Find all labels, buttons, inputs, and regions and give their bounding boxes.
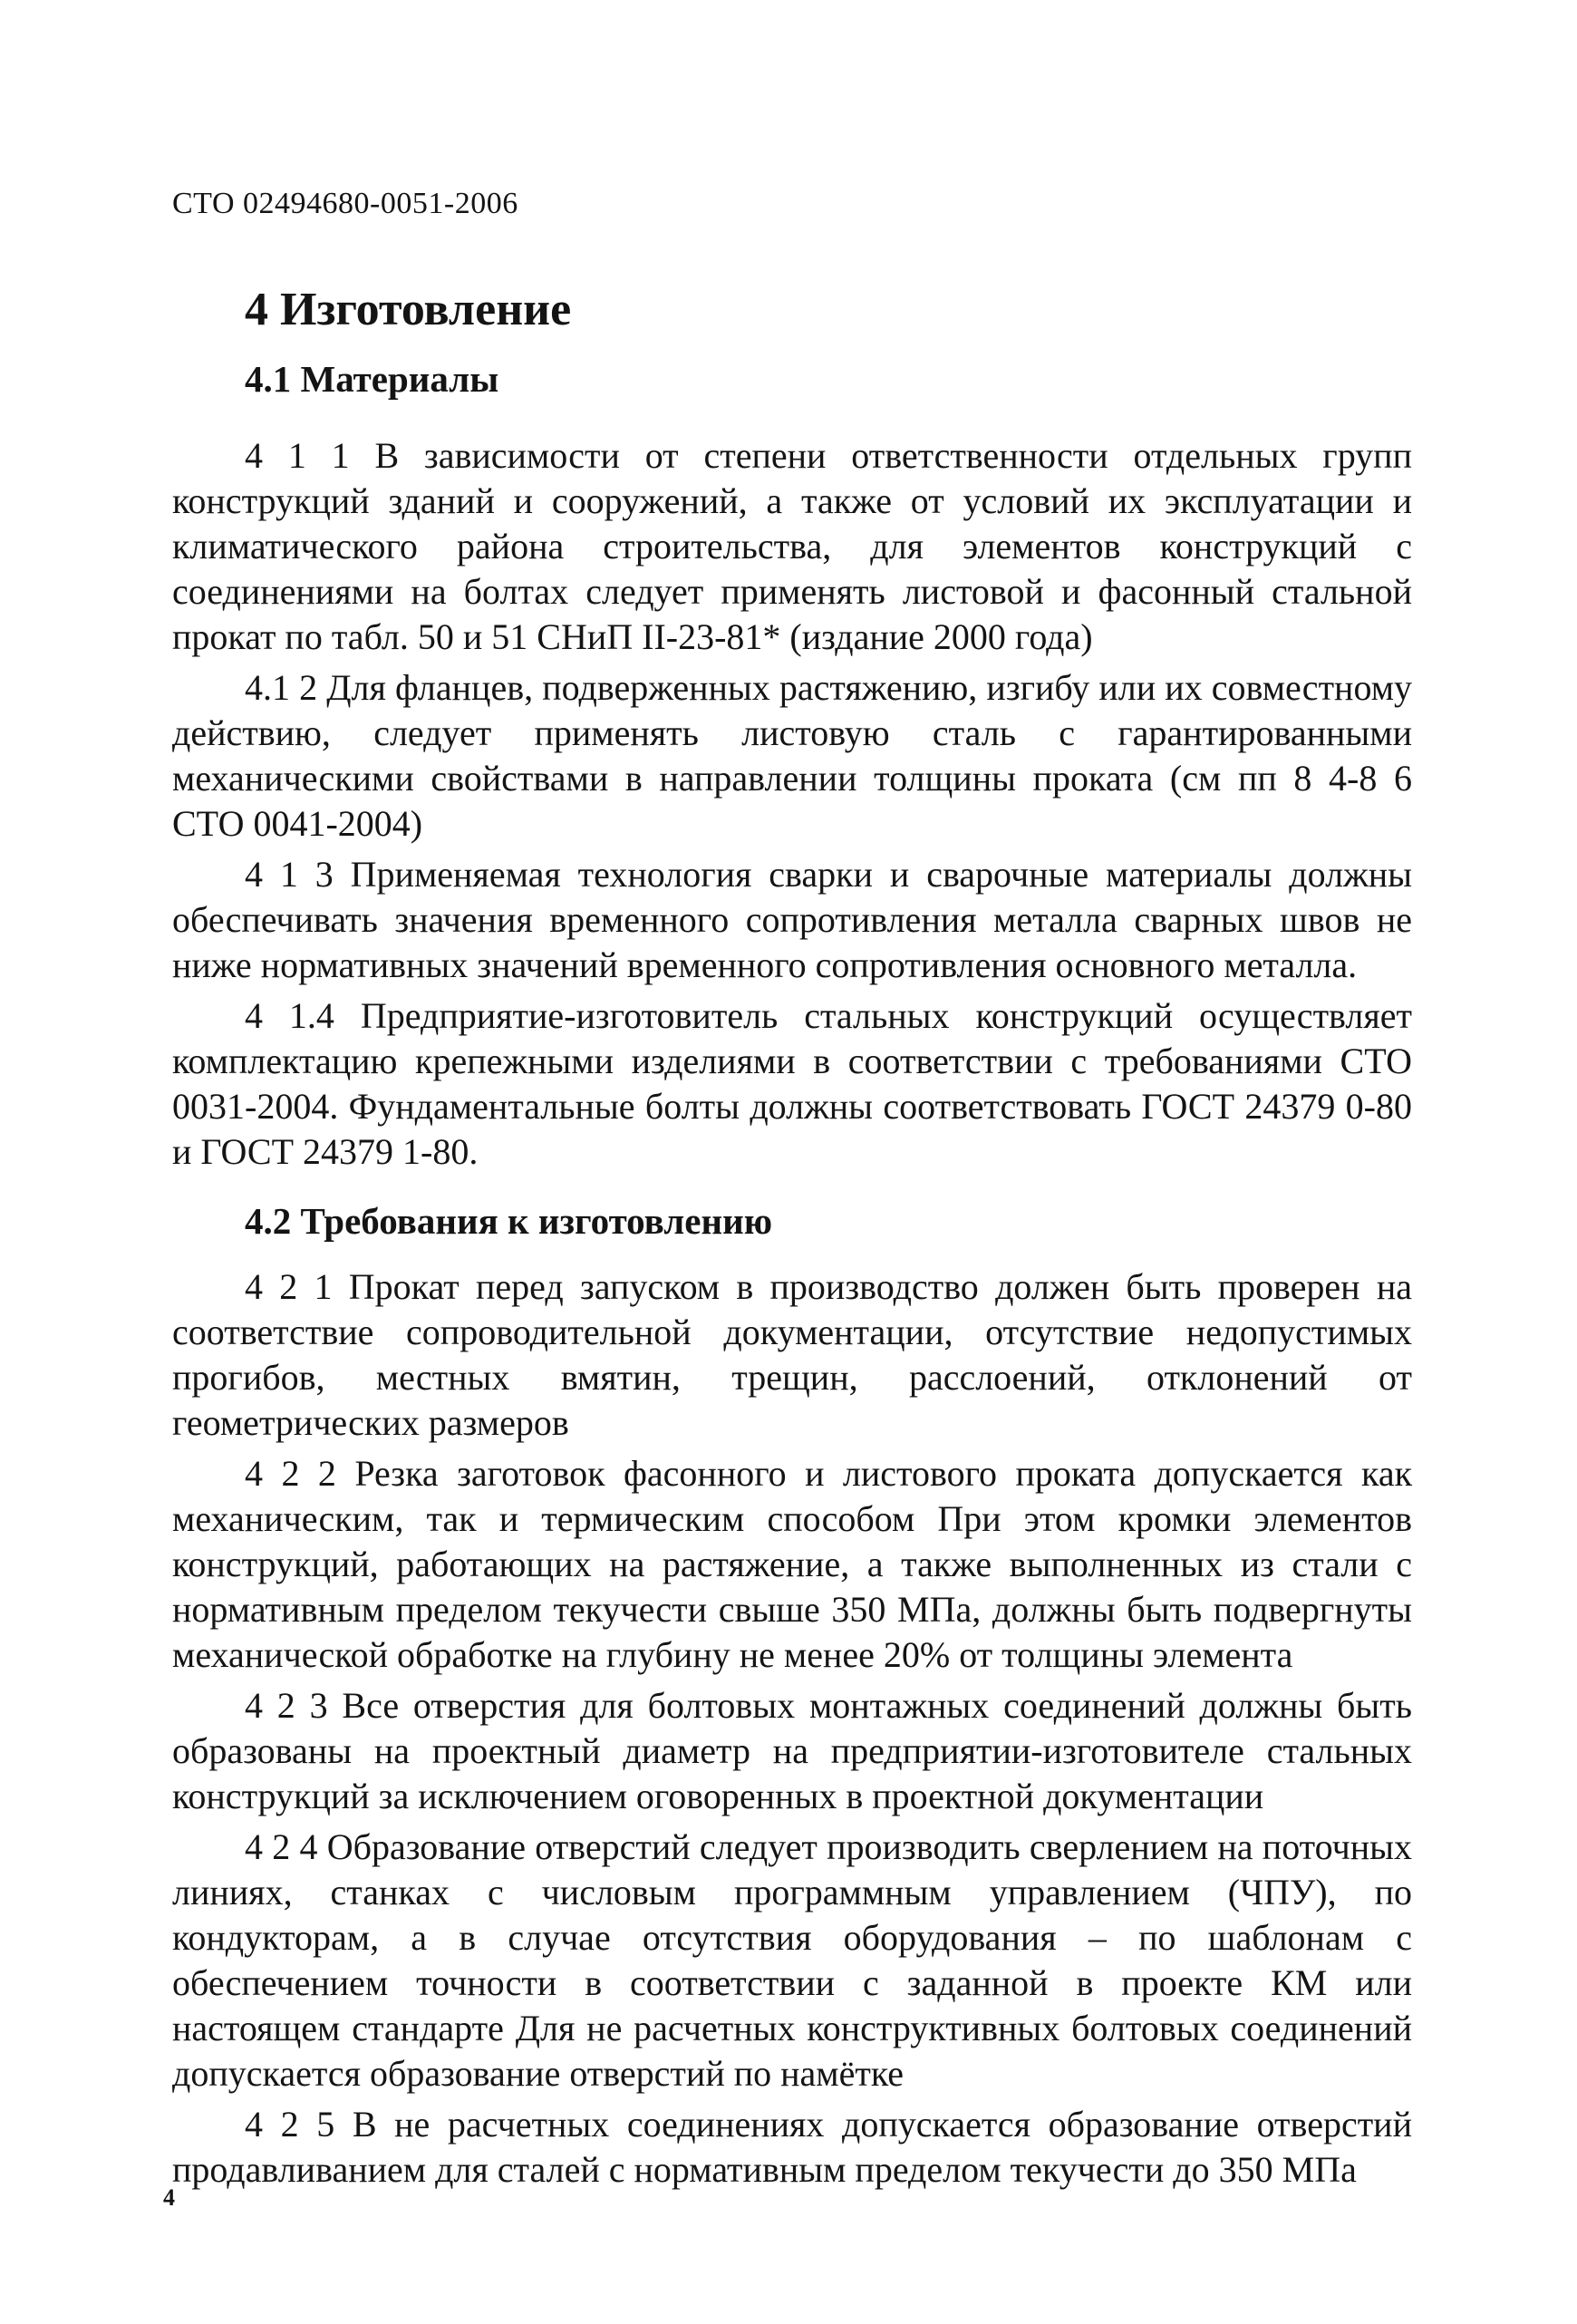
paragraph-4-2-4: 4 2 4 Образование отверстий следует производить сверлением на поточных линиях, станках с числовым программным управлением (ЧПУ), по кондукторам, а в случае отсутствия оборудования – по шаблонам с обеспечением точности в соответствии с заданной в проекте КМ или настоящем стандарте Для не расчетных конструктивных болтовых соединений допускается образование отверстий по намётке [172,1826,1412,2094]
manufacturing-body [172,1264,1412,2198]
materials-body [172,433,1412,1180]
paragraph-4-2-5: 4 2 5 В не расчетных соединениях допускается образование отверстий продавливанием для сталей с нормативным пределом текучести до 350 МПа [172,2104,1412,2190]
page-number: 4 [163,2184,175,2211]
subsection-title-materials: 4.1 Материалы [245,358,499,400]
paragraph-4-2-2: 4 2 2 Резка заготовок фасонного и листового проката допускается как механическим, так и термическим способом При этом кромки элементов конструкций, работающих на растяжение, а также выполненных из стали с нормативным пределом текучести свыше 350 МПа, должны быть подвергнуты механической обработке на глубину не менее 20% от толщины элемента [172,1453,1412,1675]
paragraph-4-1-2: 4.1 2 Для фланцев, подверженных растяжению, изгибу или их совместному действию, следует применять листовую сталь с гарантированными механическими свойствами в направлении толщины проката (см пп 8 4-8 6 СТО 0041-2004) [172,667,1412,844]
document-code: СТО 02494680-0051-2006 [172,187,518,220]
subsection-title-manufacturing-requirements: 4.2 Требования к изготовлению [245,1200,773,1242]
paragraph-4-2-1: 4 2 1 Прокат перед запуском в производство должен быть проверен на соответствие сопроводительной документации, отсутствие недопустимых прогибов, местных вмятин, трещин, расслоений, отклонений от геометрических размеров [172,1266,1412,1443]
paragraph-4-1-3: 4 1 3 Применяемая технология сварки и сварочные материалы должны обеспечивать значения временного сопротивления металла сварных швов не ниже нормативных значений временного сопротивления основного металла. [172,854,1412,985]
paragraph-4-1-4: 4 1.4 Предприятие-изготовитель стальных конструкций осуществляет комплектацию крепежными изделиями в соответствии с требованиями СТО 0031-2004. Фундаментальные болты должны соответствовать ГОСТ 24379 0-80 и ГОСТ 24379 1-80. [172,995,1412,1172]
paragraph-4-2-3: 4 2 3 Все отверстия для болтовых монтажных соединений должны быть образованы на проектный диаметр на предприятии-изготовителе стальных конструкций за исключением оговоренных в проектной документации [172,1685,1412,1816]
section-title: 4 Изготовление [245,284,572,335]
paragraph-4-1-1: 4 1 1 В зависимости от степени ответственности отдельных групп конструкций зданий и сооружений, а также от условий их эксплуатации и климатического района строительства, для элементов конструкций с соединениями на болтах следует применять листовой и фасонный стальной прокат по табл. 50 и 51 СНиП II-23-81* (издание 2000 года) [172,435,1412,657]
